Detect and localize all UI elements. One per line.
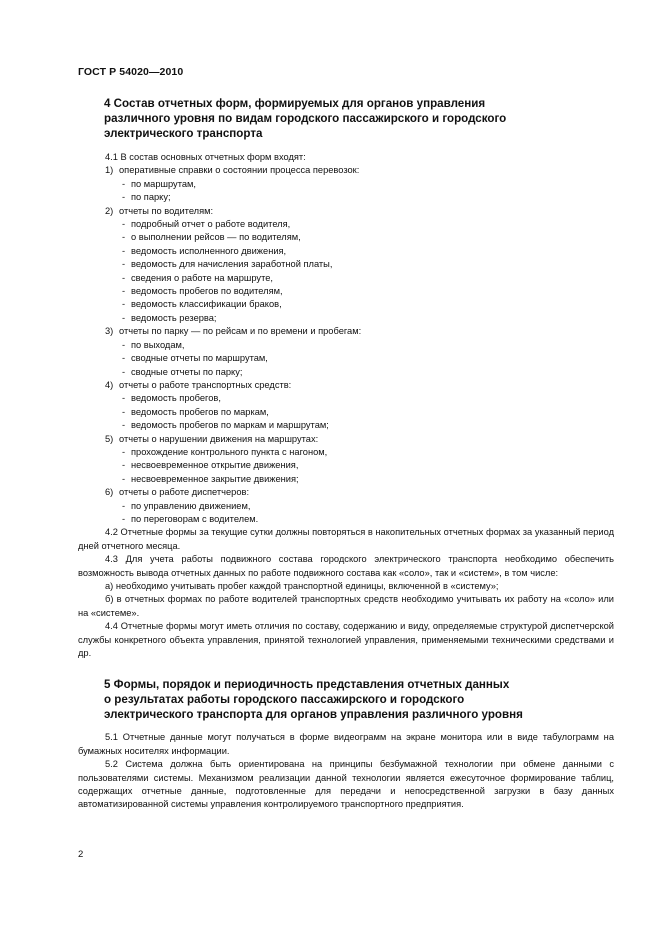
paragraph-4-1: 4.1 В состав основных отчетных форм входят: (105, 152, 306, 162)
list-item-text: несвоевременное закрытие движения; (131, 473, 299, 484)
list-item-text: сведения о работе на маршруте, (131, 272, 273, 283)
list-item-text: ведомость резерва; (131, 312, 217, 323)
list-item-text: ведомость пробегов по водителям, (131, 286, 283, 297)
list-dash: - (122, 312, 126, 323)
page-content (78, 96, 614, 812)
list-dash: - (122, 286, 126, 297)
list-item (78, 392, 614, 405)
section-4-title (78, 96, 614, 141)
list-group (78, 486, 614, 499)
list-dash: - (122, 420, 126, 431)
list-item-text: сводные отчеты по маршрутам, (131, 353, 268, 364)
list-group-label: оперативные справки о состоянии процесса перевозок: (119, 165, 360, 176)
list-item-text: ведомость для начисления заработной платы, (131, 259, 333, 270)
list-group-number: 5) (105, 433, 114, 444)
list-item-text: ведомость пробегов по маркам, (131, 406, 269, 417)
list-dash: - (122, 299, 126, 310)
paragraph-4-2: 4.2 Отчетные формы за текущие сутки должны повторяться в накопительных отчетных формах за указанный период дней отчетного месяца. (78, 527, 614, 551)
list-dash: - (122, 353, 126, 364)
list-item-text: ведомость пробегов, (131, 393, 221, 404)
page-number: 2 (78, 849, 84, 860)
list-item-text: ведомость пробегов по маркам и маршрутам; (131, 420, 329, 431)
list-group (78, 433, 614, 446)
paragraph-4-3-a: а) необходимо учитывать пробег каждой транспортной единицы, включенной в «систему»; (105, 581, 499, 591)
list-item (78, 513, 614, 526)
section-4-title-line: различного уровня по видам городского пассажирского и городского (104, 112, 507, 125)
list-item-text: ведомость классификации браков, (131, 299, 282, 310)
list-item (78, 312, 614, 325)
section-5-title-line: о результатах работы городского пассажирского и городского (104, 693, 465, 707)
list-dash: - (122, 192, 126, 203)
list-item (78, 419, 614, 432)
list-item (78, 298, 614, 311)
list-group-number: 3) (105, 326, 114, 337)
list-item-text: по управлению движением, (131, 500, 251, 511)
list-item-text: сводные отчеты по парку; (131, 366, 243, 377)
paragraph-5-1: 5.1 Отчетные данные могут получаться в форме видеограмм на экране монитора или в виде табулограмм на бумажных носителях информации. (78, 732, 614, 756)
paragraph-5-2: 5.2 Система должна быть ориентирована на принципы безбумажной технологии при обмене данными с пользователями системы. Механизмом реализации данной технологии является ежесуточное формирование таблиц, содержащих отчетные данные, подготовленные для передачи и непосредственной загрузки в базу данных автоматизированной системы управления контролируемого транспортного предприятия. (78, 759, 614, 810)
list-item (78, 446, 614, 459)
list-item-text: по маршрутам, (131, 178, 196, 189)
document-header: ГОСТ Р 54020—2010 (78, 66, 184, 78)
section-4-title-line: электрического транспорта (104, 127, 263, 140)
list-dash: - (122, 513, 126, 524)
list-item-text: по переговорам с водителем. (131, 513, 259, 524)
paragraph-4-4: 4.4 Отчетные формы могут иметь отличия по составу, содержанию и виду, определяемые структурой диспетчерской службы конкретного объекта управления, принятой технологией управления, применяемыми техническими средствами и др. (78, 621, 614, 659)
paragraph-4-3: 4.3 Для учета работы подвижного состава городского электрического транспорта необходимо обеспечить возможность вывода отчетных данных по работе подвижного состава как «соло», так и «систем», в том числе: (78, 554, 614, 578)
list-item (78, 406, 614, 419)
list-group (78, 164, 614, 177)
list-dash: - (122, 446, 126, 457)
list-item (78, 258, 614, 271)
list-group-number: 4) (105, 379, 114, 390)
list-item-text: по выходам, (131, 339, 185, 350)
list-item-text: прохождение контрольного пункта с нагоном, (131, 446, 328, 457)
list-item (78, 231, 614, 244)
list-dash: - (122, 393, 126, 404)
list-item (78, 272, 614, 285)
list-dash: - (122, 245, 126, 256)
list-item-text: по парку; (131, 192, 171, 203)
paragraph-4-3-b: б) в отчетных формах по работе водителей транспортных средств необходимо учитывать их работу на «соло» или на «системе». (78, 594, 614, 618)
section-5-title-line: 5 Формы, порядок и периодичность представления отчетных данных (104, 678, 510, 692)
list-dash: - (122, 339, 126, 350)
list-group-label: отчеты о работе транспортных средств: (119, 379, 292, 390)
list-item-text: несвоевременное открытие движения, (131, 460, 299, 471)
list-dash: - (122, 178, 126, 189)
list-item (78, 366, 614, 379)
list-item (78, 218, 614, 231)
section-5-title-line: электрического транспорта для органов управления различного уровня (104, 708, 523, 722)
list-dash: - (122, 232, 126, 243)
list-item (78, 500, 614, 513)
list-group-number: 2) (105, 205, 114, 216)
list-dash: - (122, 406, 126, 417)
section-5-title (78, 677, 614, 722)
list-item (78, 339, 614, 352)
list-group-label: отчеты о нарушении движения на маршрутах: (119, 433, 319, 444)
list-item-text: о выполнении рейсов — по водителям, (131, 232, 301, 243)
list-group-number: 6) (105, 487, 114, 498)
section-4-title-line: 4 Состав отчетных форм, формируемых для органов управления (104, 97, 486, 110)
list-dash: - (122, 272, 126, 283)
list-group (78, 205, 614, 218)
list-dash: - (122, 366, 126, 377)
list-dash: - (122, 259, 126, 270)
list-dash: - (122, 460, 126, 471)
list-group-label: отчеты о работе диспетчеров: (119, 487, 250, 498)
list-group-label: отчеты по парку — по рейсам и по времени и пробегам: (119, 326, 362, 337)
list-item (78, 352, 614, 365)
list-item (78, 459, 614, 472)
list-item (78, 473, 614, 486)
list-group (78, 325, 614, 338)
report-forms-list (78, 164, 614, 526)
list-dash: - (122, 219, 126, 230)
list-dash: - (122, 500, 126, 511)
list-item (78, 285, 614, 298)
list-item-text: подробный отчет о работе водителя, (131, 219, 291, 230)
list-group (78, 379, 614, 392)
list-dash: - (122, 473, 126, 484)
list-item (78, 178, 614, 191)
list-group-label: отчеты по водителям: (119, 205, 214, 216)
list-item (78, 245, 614, 258)
list-group-number: 1) (105, 165, 114, 176)
list-item (78, 191, 614, 204)
list-item-text: ведомость исполненного движения, (131, 245, 287, 256)
